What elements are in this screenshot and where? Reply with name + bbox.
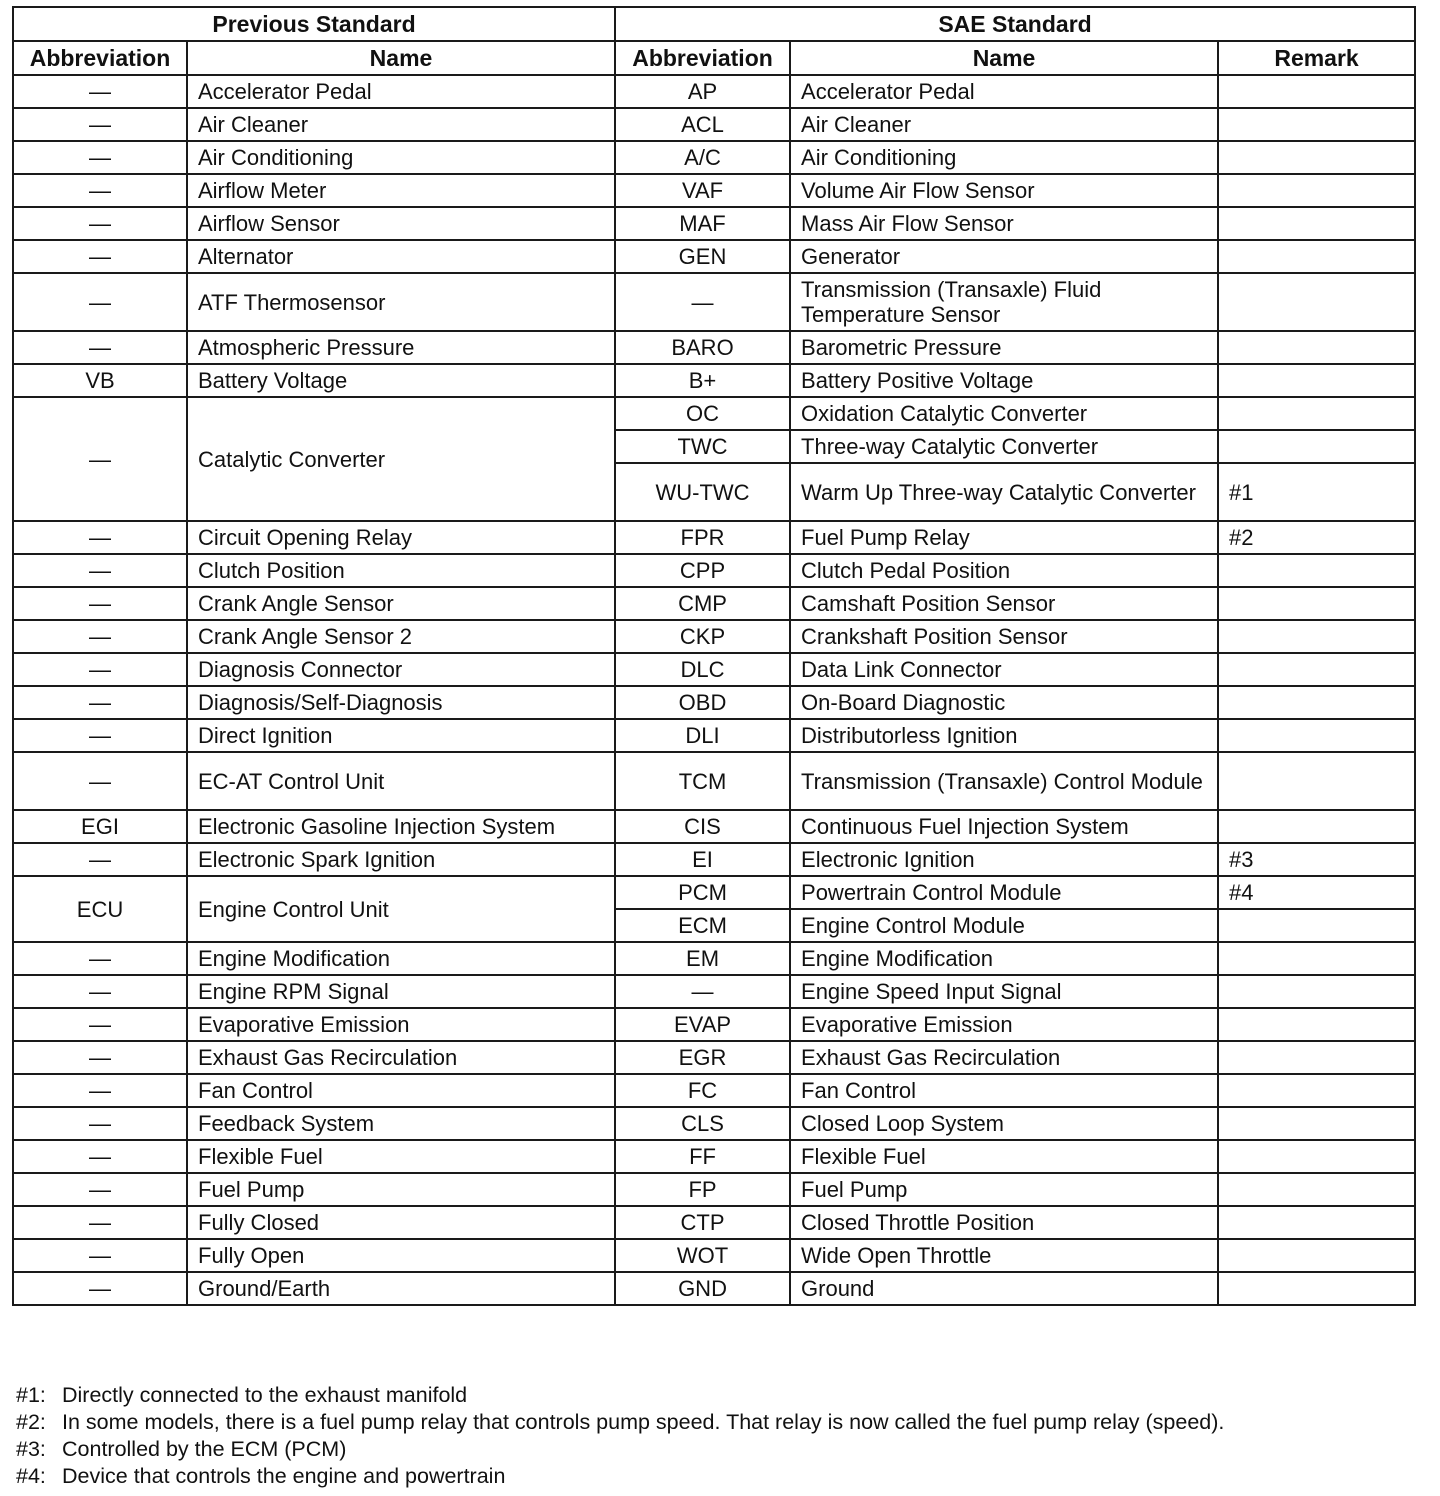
remark-cell bbox=[1218, 686, 1415, 719]
sae-name-cell: Engine Speed Input Signal bbox=[790, 975, 1218, 1008]
prev-name-cell: Air Conditioning bbox=[187, 141, 615, 174]
sae-abbreviation-cell: CTP bbox=[615, 1206, 790, 1239]
sae-abbreviation-cell: CPP bbox=[615, 554, 790, 587]
sae-abbreviation-cell: ACL bbox=[615, 108, 790, 141]
sae-abbreviation-cell: EI bbox=[615, 843, 790, 876]
footnote-item bbox=[16, 1463, 1426, 1490]
remark-cell bbox=[1218, 1074, 1415, 1107]
table-row bbox=[13, 141, 1415, 174]
table-row bbox=[13, 1107, 1415, 1140]
sae-name-cell: Engine Control Module bbox=[790, 909, 1218, 942]
prev-abbreviation-cell: — bbox=[13, 1008, 187, 1041]
prev-name-cell: Clutch Position bbox=[187, 554, 615, 587]
table-row bbox=[13, 942, 1415, 975]
remark-cell bbox=[1218, 719, 1415, 752]
remark-cell bbox=[1218, 1206, 1415, 1239]
sae-name-cell: Wide Open Throttle bbox=[790, 1239, 1218, 1272]
sae-name-cell: Transmission (Transaxle) Control Module bbox=[790, 752, 1218, 810]
table-row bbox=[13, 207, 1415, 240]
remark-cell bbox=[1218, 653, 1415, 686]
table-row bbox=[13, 975, 1415, 1008]
prev-abbreviation-cell: — bbox=[13, 1074, 187, 1107]
sae-abbreviation-cell: FP bbox=[615, 1173, 790, 1206]
table-row bbox=[13, 587, 1415, 620]
prev-abbreviation-cell: VB bbox=[13, 364, 187, 397]
prev-abbreviation-cell: — bbox=[13, 1107, 187, 1140]
prev-abbreviation-cell: — bbox=[13, 843, 187, 876]
table-row bbox=[13, 686, 1415, 719]
sae-abbreviation-cell: EM bbox=[615, 942, 790, 975]
prev-name-cell: Evaporative Emission bbox=[187, 1008, 615, 1041]
prev-name-cell: Crank Angle Sensor bbox=[187, 587, 615, 620]
sae-abbreviation-cell: CKP bbox=[615, 620, 790, 653]
sae-name-header: Name bbox=[790, 41, 1218, 75]
prev-abbreviation-cell: — bbox=[13, 686, 187, 719]
previous-standard-header: Previous Standard bbox=[13, 7, 615, 41]
prev-name-cell: Fully Open bbox=[187, 1239, 615, 1272]
footnote-item bbox=[16, 1409, 1426, 1436]
prev-abbreviation-cell: — bbox=[13, 174, 187, 207]
prev-name-cell: Airflow Sensor bbox=[187, 207, 615, 240]
table-row bbox=[13, 108, 1415, 141]
sae-name-cell: Transmission (Transaxle) Fluid Temperature Sensor bbox=[790, 273, 1218, 331]
remark-cell bbox=[1218, 430, 1415, 463]
footnote-item bbox=[16, 1436, 1426, 1463]
prev-abbreviation-cell: — bbox=[13, 108, 187, 141]
table-row bbox=[13, 75, 1415, 108]
sae-name-cell: Volume Air Flow Sensor bbox=[790, 174, 1218, 207]
table-row bbox=[13, 876, 1415, 909]
sae-name-cell: Fan Control bbox=[790, 1074, 1218, 1107]
remark-cell bbox=[1218, 554, 1415, 587]
prev-abbreviation-cell: — bbox=[13, 207, 187, 240]
footnote-text: Device that controls the engine and powertrain bbox=[62, 1464, 506, 1488]
footnote-text: Controlled by the ECM (PCM) bbox=[62, 1437, 347, 1461]
sae-abbreviation-cell: FF bbox=[615, 1140, 790, 1173]
sae-name-cell: Oxidation Catalytic Converter bbox=[790, 397, 1218, 430]
remark-cell bbox=[1218, 587, 1415, 620]
prev-name-cell: Atmospheric Pressure bbox=[187, 331, 615, 364]
sae-name-cell: Fuel Pump bbox=[790, 1173, 1218, 1206]
remark-cell bbox=[1218, 108, 1415, 141]
sae-name-cell: Camshaft Position Sensor bbox=[790, 587, 1218, 620]
prev-abbreviation-cell: — bbox=[13, 1272, 187, 1305]
prev-abbreviation-cell: — bbox=[13, 587, 187, 620]
prev-name-cell: Crank Angle Sensor 2 bbox=[187, 620, 615, 653]
sae-name-cell: Continuous Fuel Injection System bbox=[790, 810, 1218, 843]
prev-name-cell: Diagnosis Connector bbox=[187, 653, 615, 686]
sae-standard-header: SAE Standard bbox=[615, 7, 1415, 41]
footnote-item bbox=[16, 1382, 1426, 1409]
prev-abbreviation-cell: — bbox=[13, 719, 187, 752]
prev-name-cell: Engine Control Unit bbox=[187, 876, 615, 942]
table-row bbox=[13, 364, 1415, 397]
table-row bbox=[13, 1008, 1415, 1041]
table-row bbox=[13, 273, 1415, 331]
sae-name-cell: Generator bbox=[790, 240, 1218, 273]
prev-name-cell: Battery Voltage bbox=[187, 364, 615, 397]
sae-name-cell: On-Board Diagnostic bbox=[790, 686, 1218, 719]
prev-abbreviation-cell: — bbox=[13, 331, 187, 364]
table-row bbox=[13, 1074, 1415, 1107]
prev-abbreviation-cell: ECU bbox=[13, 876, 187, 942]
remark-cell bbox=[1218, 174, 1415, 207]
remark-cell bbox=[1218, 752, 1415, 810]
sae-abbreviation-cell: BARO bbox=[615, 331, 790, 364]
prev-abbreviation-cell: — bbox=[13, 1140, 187, 1173]
sae-abbreviation-header: Abbreviation bbox=[615, 41, 790, 75]
remark-cell bbox=[1218, 1272, 1415, 1305]
remark-cell bbox=[1218, 909, 1415, 942]
remark-cell bbox=[1218, 975, 1415, 1008]
sae-abbreviation-cell: DLC bbox=[615, 653, 790, 686]
remark-cell bbox=[1218, 1041, 1415, 1074]
prev-abbreviation-cell: — bbox=[13, 1206, 187, 1239]
prev-name-cell: EC-AT Control Unit bbox=[187, 752, 615, 810]
sae-abbreviation-cell: B+ bbox=[615, 364, 790, 397]
prev-name-cell: Catalytic Converter bbox=[187, 397, 615, 521]
prev-abbreviation-cell: — bbox=[13, 554, 187, 587]
prev-abbreviation-cell: — bbox=[13, 1173, 187, 1206]
table-row bbox=[13, 620, 1415, 653]
table-row bbox=[13, 521, 1415, 554]
prev-name-cell: Fuel Pump bbox=[187, 1173, 615, 1206]
sae-abbreviation-cell: OC bbox=[615, 397, 790, 430]
remark-cell bbox=[1218, 1107, 1415, 1140]
footnotes bbox=[16, 1382, 1426, 1490]
sae-name-cell: Exhaust Gas Recirculation bbox=[790, 1041, 1218, 1074]
sae-name-cell: Crankshaft Position Sensor bbox=[790, 620, 1218, 653]
sae-name-cell: Three-way Catalytic Converter bbox=[790, 430, 1218, 463]
sae-name-cell: Flexible Fuel bbox=[790, 1140, 1218, 1173]
sae-abbreviation-cell: TWC bbox=[615, 430, 790, 463]
sae-abbreviation-cell: CLS bbox=[615, 1107, 790, 1140]
remark-cell: #3 bbox=[1218, 843, 1415, 876]
sae-name-cell: Clutch Pedal Position bbox=[790, 554, 1218, 587]
footnote-text: In some models, there is a fuel pump relay that controls pump speed. That relay is now called the fuel pump relay (speed). bbox=[62, 1410, 1225, 1434]
sae-name-cell: Closed Loop System bbox=[790, 1107, 1218, 1140]
sae-abbreviation-cell: — bbox=[615, 975, 790, 1008]
prev-name-cell: Circuit Opening Relay bbox=[187, 521, 615, 554]
sae-name-cell: Evaporative Emission bbox=[790, 1008, 1218, 1041]
prev-name-cell: Diagnosis/Self-Diagnosis bbox=[187, 686, 615, 719]
sae-name-cell: Warm Up Three-way Catalytic Converter bbox=[790, 463, 1218, 521]
table-row bbox=[13, 752, 1415, 810]
prev-name-cell: Air Cleaner bbox=[187, 108, 615, 141]
sae-abbreviation-cell: GEN bbox=[615, 240, 790, 273]
table-row bbox=[13, 810, 1415, 843]
sae-abbreviation-cell: AP bbox=[615, 75, 790, 108]
sae-name-cell: Ground bbox=[790, 1272, 1218, 1305]
sae-name-cell: Powertrain Control Module bbox=[790, 876, 1218, 909]
prev-name-cell: Flexible Fuel bbox=[187, 1140, 615, 1173]
table-row bbox=[13, 240, 1415, 273]
sae-abbreviation-cell: WOT bbox=[615, 1239, 790, 1272]
remark-cell bbox=[1218, 942, 1415, 975]
remark-cell bbox=[1218, 273, 1415, 331]
prev-name-cell: Fully Closed bbox=[187, 1206, 615, 1239]
table-row bbox=[13, 1206, 1415, 1239]
prev-name-cell: Accelerator Pedal bbox=[187, 75, 615, 108]
remark-cell bbox=[1218, 207, 1415, 240]
footnote-key: #1: bbox=[16, 1383, 46, 1407]
prev-abbreviation-cell: — bbox=[13, 942, 187, 975]
prev-name-cell: Ground/Earth bbox=[187, 1272, 615, 1305]
table-row bbox=[13, 1272, 1415, 1305]
prev-abbreviation-cell: — bbox=[13, 1041, 187, 1074]
table-row bbox=[13, 653, 1415, 686]
prev-abbreviation-cell: — bbox=[13, 397, 187, 521]
prev-name-cell: Fan Control bbox=[187, 1074, 615, 1107]
prev-name-cell: Feedback System bbox=[187, 1107, 615, 1140]
remark-cell bbox=[1218, 331, 1415, 364]
table-row bbox=[13, 719, 1415, 752]
prev-abbreviation-cell: — bbox=[13, 620, 187, 653]
sae-abbreviation-cell: MAF bbox=[615, 207, 790, 240]
remark-header: Remark bbox=[1218, 41, 1415, 75]
sae-abbreviation-cell: WU-TWC bbox=[615, 463, 790, 521]
prev-name-cell: Airflow Meter bbox=[187, 174, 615, 207]
remark-cell bbox=[1218, 240, 1415, 273]
sae-abbreviation-cell: OBD bbox=[615, 686, 790, 719]
sae-abbreviation-cell: A/C bbox=[615, 141, 790, 174]
sae-name-cell: Distributorless Ignition bbox=[790, 719, 1218, 752]
table-row bbox=[13, 554, 1415, 587]
sae-name-cell: Accelerator Pedal bbox=[790, 75, 1218, 108]
footnote-key: #4: bbox=[16, 1464, 46, 1488]
prev-name-cell: Engine RPM Signal bbox=[187, 975, 615, 1008]
prev-name-cell: Electronic Gasoline Injection System bbox=[187, 810, 615, 843]
prev-name-cell: Electronic Spark Ignition bbox=[187, 843, 615, 876]
prev-abbreviation-cell: — bbox=[13, 975, 187, 1008]
remark-cell bbox=[1218, 1008, 1415, 1041]
prev-abbreviation-cell: — bbox=[13, 273, 187, 331]
sae-name-cell: Air Conditioning bbox=[790, 141, 1218, 174]
prev-name-header: Name bbox=[187, 41, 615, 75]
prev-abbreviation-cell: — bbox=[13, 141, 187, 174]
table-row bbox=[13, 397, 1415, 430]
table-row bbox=[13, 1041, 1415, 1074]
prev-name-cell: ATF Thermosensor bbox=[187, 273, 615, 331]
abbreviation-table bbox=[12, 6, 1416, 1306]
remark-cell bbox=[1218, 364, 1415, 397]
sae-name-cell: Fuel Pump Relay bbox=[790, 521, 1218, 554]
prev-abbreviation-cell: — bbox=[13, 240, 187, 273]
sae-abbreviation-cell: FPR bbox=[615, 521, 790, 554]
sae-abbreviation-cell: CMP bbox=[615, 587, 790, 620]
remark-cell bbox=[1218, 1239, 1415, 1272]
sae-abbreviation-cell: FC bbox=[615, 1074, 790, 1107]
remark-cell bbox=[1218, 397, 1415, 430]
prev-name-cell: Alternator bbox=[187, 240, 615, 273]
sae-name-cell: Closed Throttle Position bbox=[790, 1206, 1218, 1239]
prev-abbreviation-header: Abbreviation bbox=[13, 41, 187, 75]
sae-abbreviation-cell: VAF bbox=[615, 174, 790, 207]
sae-abbreviation-cell: EGR bbox=[615, 1041, 790, 1074]
remark-cell bbox=[1218, 1140, 1415, 1173]
footnote-text: Directly connected to the exhaust manifold bbox=[62, 1383, 468, 1407]
table-row bbox=[13, 1239, 1415, 1272]
sae-name-cell: Data Link Connector bbox=[790, 653, 1218, 686]
table-row bbox=[13, 331, 1415, 364]
prev-name-cell: Direct Ignition bbox=[187, 719, 615, 752]
footnote-key: #3: bbox=[16, 1437, 46, 1461]
remark-cell: #4 bbox=[1218, 876, 1415, 909]
sae-name-cell: Battery Positive Voltage bbox=[790, 364, 1218, 397]
sae-abbreviation-cell: — bbox=[615, 273, 790, 331]
remark-cell: #2 bbox=[1218, 521, 1415, 554]
prev-name-cell: Exhaust Gas Recirculation bbox=[187, 1041, 615, 1074]
sae-abbreviation-cell: ECM bbox=[615, 909, 790, 942]
prev-name-cell: Engine Modification bbox=[187, 942, 615, 975]
prev-abbreviation-cell: — bbox=[13, 752, 187, 810]
sae-abbreviation-cell: GND bbox=[615, 1272, 790, 1305]
sae-name-cell: Barometric Pressure bbox=[790, 331, 1218, 364]
table-row bbox=[13, 843, 1415, 876]
sae-name-cell: Mass Air Flow Sensor bbox=[790, 207, 1218, 240]
prev-abbreviation-cell: EGI bbox=[13, 810, 187, 843]
sae-abbreviation-cell: CIS bbox=[615, 810, 790, 843]
remark-cell bbox=[1218, 1173, 1415, 1206]
table-row bbox=[13, 1140, 1415, 1173]
sae-name-cell: Electronic Ignition bbox=[790, 843, 1218, 876]
sae-abbreviation-cell: PCM bbox=[615, 876, 790, 909]
prev-abbreviation-cell: — bbox=[13, 653, 187, 686]
sae-name-cell: Engine Modification bbox=[790, 942, 1218, 975]
remark-cell bbox=[1218, 75, 1415, 108]
table-row bbox=[13, 1173, 1415, 1206]
prev-abbreviation-cell: — bbox=[13, 75, 187, 108]
table-row bbox=[13, 174, 1415, 207]
footnote-key: #2: bbox=[16, 1410, 46, 1434]
remark-cell bbox=[1218, 810, 1415, 843]
sae-abbreviation-cell: DLI bbox=[615, 719, 790, 752]
sae-name-cell: Air Cleaner bbox=[790, 108, 1218, 141]
remark-cell bbox=[1218, 141, 1415, 174]
prev-abbreviation-cell: — bbox=[13, 521, 187, 554]
remark-cell bbox=[1218, 620, 1415, 653]
remark-cell: #1 bbox=[1218, 463, 1415, 521]
prev-abbreviation-cell: — bbox=[13, 1239, 187, 1272]
sae-abbreviation-cell: EVAP bbox=[615, 1008, 790, 1041]
sae-abbreviation-cell: TCM bbox=[615, 752, 790, 810]
